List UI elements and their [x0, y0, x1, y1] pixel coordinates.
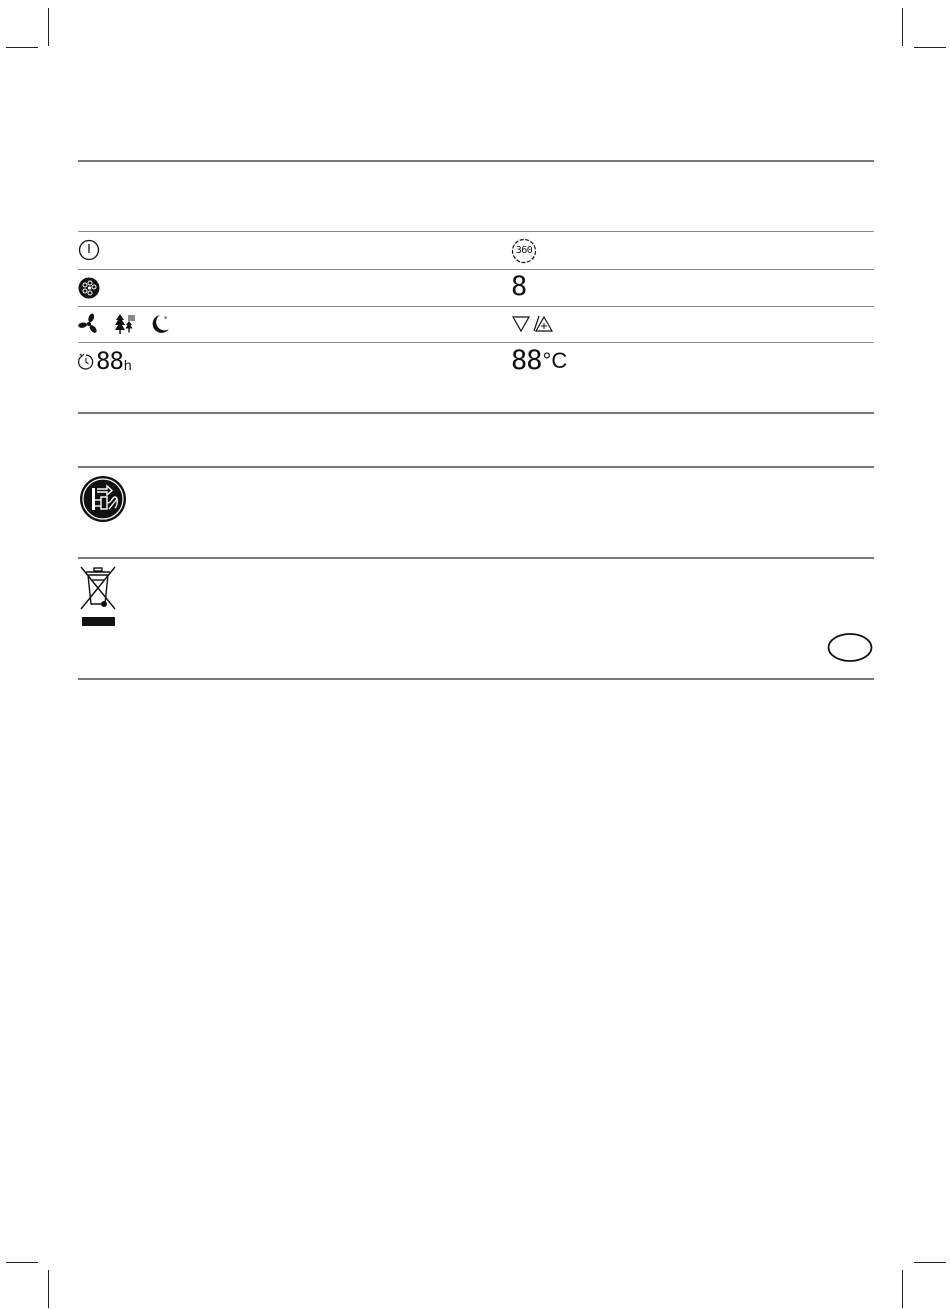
- rule-unplug-top: [78, 466, 874, 468]
- crop-mark: [902, 8, 903, 46]
- oscillation-360-text: 360: [515, 245, 533, 256]
- timer-icon: [78, 352, 94, 370]
- rule-row-3: [78, 342, 874, 343]
- rule-row-2: [78, 306, 874, 307]
- sleep-moon-icon: [150, 313, 172, 335]
- rule-weee-top: [78, 557, 874, 559]
- up-down-symbol-cell: [511, 313, 555, 335]
- temperature-display-cell: [511, 346, 567, 376]
- crop-mark: [6, 47, 38, 48]
- oscillation-symbol-cell: [511, 238, 537, 264]
- timer-digits: 88: [96, 347, 123, 375]
- weee-symbol-cell: [80, 566, 116, 628]
- crop-mark: [48, 8, 49, 46]
- speed-digit-display: 8: [511, 271, 527, 302]
- temperature-digits: 88: [511, 345, 542, 376]
- temperature-unit: °C: [542, 348, 568, 373]
- fan-speed-icon: [78, 277, 100, 299]
- rule-row-1: [78, 269, 874, 270]
- unplug-symbol-cell: [79, 475, 127, 523]
- unplug-before-cleaning-icon: [79, 475, 127, 523]
- country-oval-badge: [827, 632, 873, 663]
- country-badge-cell: [827, 632, 873, 663]
- timer-symbol-cell: [78, 348, 132, 374]
- oscillation-360-icon: [511, 238, 537, 264]
- timer-unit: h: [123, 357, 132, 373]
- power-icon: [78, 239, 100, 261]
- mode-symbols-cell: [78, 313, 172, 335]
- crossed-out-wheelie-bin-icon: [80, 566, 116, 628]
- fan-speed-symbol-cell: [78, 277, 100, 299]
- rule-table-top: [78, 231, 874, 232]
- down-up-arrows-icon: [511, 313, 555, 335]
- fan-mode-icon: [78, 313, 100, 335]
- svg-text:*: *: [164, 315, 168, 323]
- natural-wind-icon: [114, 313, 136, 335]
- crop-mark: [914, 47, 946, 48]
- crop-mark: [6, 1262, 38, 1263]
- power-symbol-cell: [78, 239, 100, 261]
- crop-mark: [48, 1270, 49, 1308]
- rule-bottom: [78, 678, 874, 680]
- rule-top: [78, 160, 874, 162]
- rule-table-bottom: [78, 412, 874, 414]
- crop-mark: [902, 1270, 903, 1308]
- crop-mark: [914, 1262, 946, 1263]
- speed-display-cell: [511, 272, 526, 302]
